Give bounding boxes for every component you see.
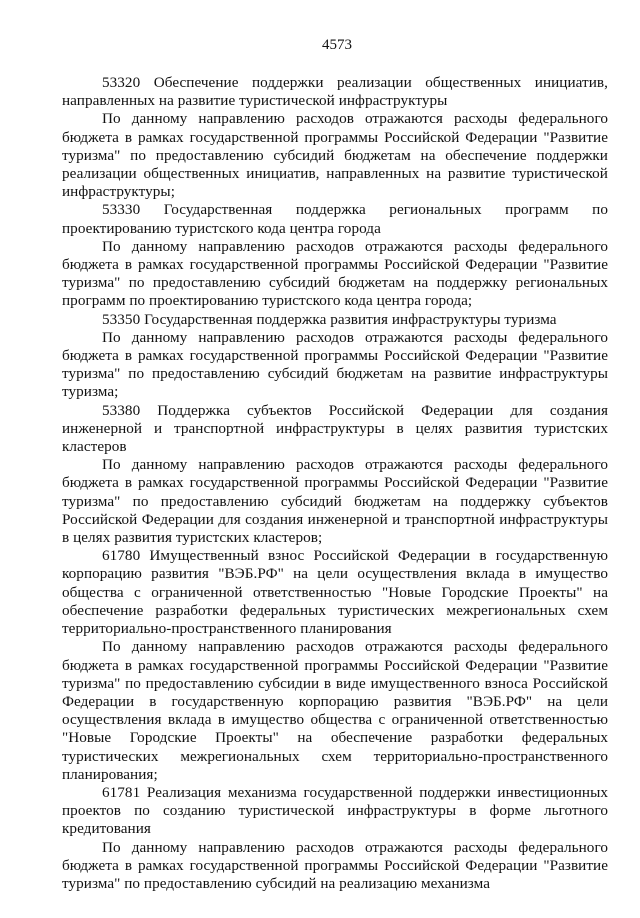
paragraph-description: По данному направлению расходов отражаются расходы федерального бюджета в рамках государственной программы Российской Федерации "Развитие туризма" по предоставлению субсидий бюджетам на развитие инфраструктуры туризма; — [62, 328, 608, 401]
paragraph-description: По данному направлению расходов отражаются расходы федерального бюджета в рамках государственной программы Российской Федерации "Развитие туризма" по предоставлению субсидий на реализацию механизма — [62, 838, 608, 892]
paragraph-description: По данному направлению расходов отражаются расходы федерального бюджета в рамках государственной программы Российской Федерации "Развитие туризма" по предоставлению субсидий бюджетам на обеспечение поддержки реализации общественных инициатив, направленных на развитие туристической инфраструктуры; — [62, 110, 608, 201]
page-number: 4573 — [322, 37, 352, 53]
paragraph-description: По данному направлению расходов отражаются расходы федерального бюджета в рамках государственной программы Российской Федерации "Развитие туризма" по предоставлению субсидий бюджетам на поддержку региональных программ по проектированию туристского кода центра города; — [62, 237, 608, 310]
document-body — [62, 74, 608, 893]
paragraph-heading-53380: 53380 Поддержка субъектов Российской Федерации для создания инженерной и транспортной инфраструктуры в целях развития туристских кластеров — [62, 401, 608, 456]
paragraph-heading-53350: 53350 Государственная поддержка развития инфраструктуры туризма — [102, 310, 557, 328]
paragraph-heading-61781: 61781 Реализация механизма государственной поддержки инвестиционных проектов по созданию туристической инфраструктуры в форме льготного кредитования — [62, 783, 608, 838]
paragraph-description: По данному направлению расходов отражаются расходы федерального бюджета в рамках государственной программы Российской Федерации "Развитие туризма" по предоставлению субсидий бюджетам на поддержку субъектов Российской Федерации для создания инженерной и транспортной инфраструктуры в целях развития туристских кластеров; — [62, 456, 608, 547]
paragraph-description: По данному направлению расходов отражаются расходы федерального бюджета в рамках государственной программы Российской Федерации "Развитие туризма" по предоставлению субсидии в виде имущественного взноса Российской Федерации в государственную корпорацию развития "ВЭБ.РФ" на цели осуществления вклада в имущество общества с ограниченной ответственностью "Новые Городские Проекты" на обеспечение разработки федеральных туристических межрегиональных схем территориально-пространственного планирования; — [62, 638, 608, 783]
paragraph-heading-53330: 53330 Государственная поддержка региональных программ по проектированию туристского кода центра города — [62, 201, 608, 237]
paragraph-heading-53320: 53320 Обеспечение поддержки реализации общественных инициатив, направленных на развитие туристической инфраструктуры — [62, 74, 608, 110]
paragraph-heading-61780: 61780 Имущественный взнос Российской Федерации в государственную корпорацию развития "ВЭБ.РФ" на цели осуществления вклада в имущество общества с ограниченной ответственностью "Новые Городские Проекты" на обеспечение разработки федеральных туристических межрегиональных схем территориально-пространственного планирования — [62, 547, 608, 638]
